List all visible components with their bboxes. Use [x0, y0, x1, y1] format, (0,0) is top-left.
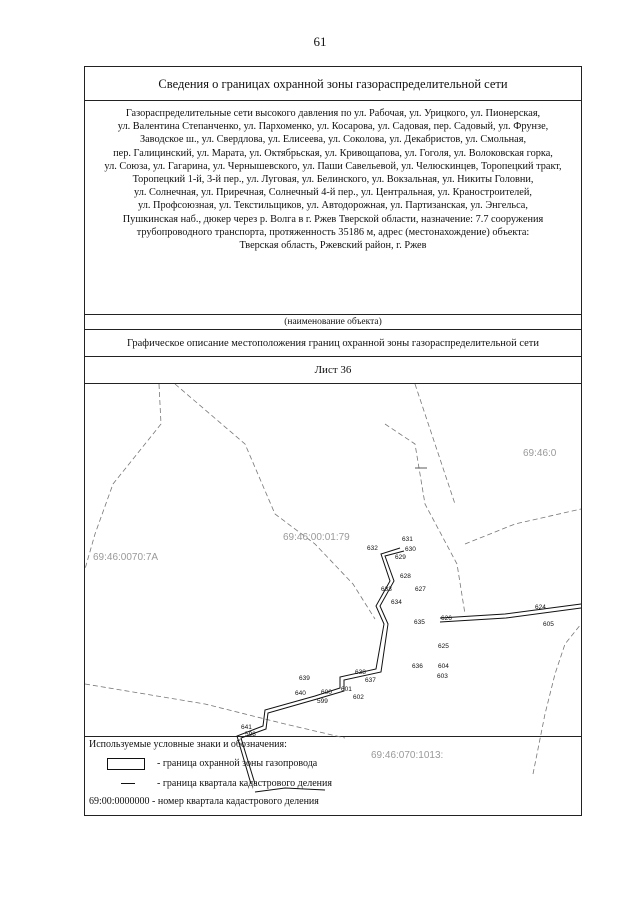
description-line: ул. Солнечная, ул. Приречная, Солнечный 4-й пер., ул. Центральная, ул. Краностроителей, [134, 187, 532, 199]
point-label: 600 [321, 689, 332, 696]
cadastral-number: 69:46:0 [523, 448, 557, 459]
point-label: 603 [437, 673, 448, 680]
point-label: 599 [317, 698, 328, 705]
description-line: Торопецкий 1-й, 3-й пер., ул. Луговая, ул. Белинского, ул. Вокзальная, ул. Никиты Головни, [132, 174, 534, 186]
legend-heading: Используемые условные знаки и обозначения: [89, 739, 287, 750]
point-label: 632 [367, 545, 378, 552]
description-line: ул. Валентина Степанченко, ул. Пархоменко, ул. Косарова, ул. Садовая, пер. Садовый, ул. Фрунзе, [117, 121, 549, 133]
description-line: ул. Союза, ул. Гагарина, ул. Чернышевского, ул. Паши Савельевой, ул. Челюскинцев, Торопецкий тракт, [104, 160, 562, 172]
description-line: Тверская область, Ржевский район, г. Ржев [239, 240, 427, 252]
legend-label: 69:00:0000000 - номер квартала кадастрового деления [89, 796, 319, 807]
legend-item-zone [89, 757, 317, 771]
legend-label: - граница охранной зоны газопровода [157, 758, 318, 769]
point-label: 629 [395, 554, 406, 561]
point-label: 633 [381, 586, 392, 593]
object-caption: (наименование объекта) [85, 315, 581, 330]
point-label: 624 [535, 604, 546, 611]
point-label: 605 [543, 621, 554, 628]
point-label: 628 [400, 573, 411, 580]
description-line: трубопроводного транспорта, протяженность 35186 м, адрес (местонахождение) объекта: [136, 226, 530, 238]
legend-item-number [89, 795, 319, 809]
point-label: 630 [405, 546, 416, 553]
point-label: 634 [391, 599, 402, 606]
description-line: Газораспределительные сети высокого давления по ул. Рабочая, ул. Урицкого, ул. Пионерская, [125, 108, 541, 119]
point-label: 625 [438, 643, 449, 650]
description-line: ул. Профсоюзная, ул. Текстильщиков, ул. Автодорожная, ул. Партизанская, ул. Энгельса, [138, 200, 528, 212]
description-line: пер. Галицинский, ул. Марата, ул. Октябрьская, ул. Кривощапова, ул. Гоголя, ул. Волоковская горка, [113, 147, 553, 159]
point-label: 638 [355, 669, 366, 676]
sheet-label: Лист 36 [314, 364, 352, 376]
point-label: 598 [245, 731, 256, 738]
point-label: 604 [438, 663, 449, 670]
legend-item-quarter [89, 777, 332, 791]
legend-label: - граница квартала кадастрового деления [157, 778, 332, 789]
description-line: Пушкинская наб., дюкер через р. Волга в г. Ржев Тверской области, назначение: 7.7 сооружения [122, 213, 544, 225]
legend [85, 737, 581, 815]
point-label: 626 [441, 615, 452, 622]
description-line: Заводское ш., ул. Свердлова, ул. Елисеева, ул. Соколова, ул. Декабристов, ул. Смольная, [139, 134, 527, 146]
cadastral-number: 69:46:00:01:79 [283, 532, 350, 543]
boundary-info-form [84, 66, 582, 816]
page-number: 61 [313, 34, 327, 49]
point-label: 641 [241, 724, 252, 731]
object-description [85, 101, 581, 315]
point-label: 601 [341, 686, 352, 693]
point-label: 627 [415, 586, 426, 593]
zone-boundary-swatch [107, 758, 145, 770]
point-label: 635 [414, 619, 425, 626]
point-label: 636 [412, 663, 423, 670]
graphic-title: Графическое описание местоположения границ охранной зоны газораспределительной сети [85, 330, 581, 357]
quarter-boundaries [85, 384, 581, 774]
point-label: 602 [353, 694, 364, 701]
cadastral-number: 69:46:0070:7A [93, 552, 159, 563]
point-label: 640 [295, 690, 306, 697]
quarter-boundary-swatch [121, 783, 135, 784]
point-label: 639 [299, 675, 310, 682]
form-title: Сведения о границах охранной зоны газораспределительной сети [85, 67, 581, 101]
cadastral-number: 69:46:070:1013: [371, 750, 444, 761]
point-label: 631 [402, 536, 413, 543]
point-label: 637 [365, 677, 376, 684]
